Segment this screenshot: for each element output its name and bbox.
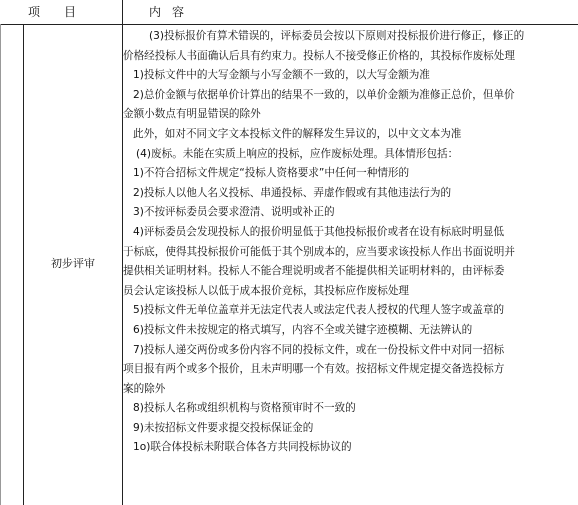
content-line: 此外，如对不同文字文本投标文件的解释发生异议的，以中文文本为准 bbox=[133, 127, 462, 140]
column-divider-header bbox=[122, 0, 123, 24]
content-line: 6)投标文件未按规定的格式填写，内容不全或关键字迹模糊、无法辨认的 bbox=[133, 323, 473, 336]
content-line: 8)投标人名称或组织机构与资格预审时不一致的 bbox=[133, 402, 356, 415]
content-line: 1o)联合体投标未附联合体各方共同投标协议的 bbox=[133, 441, 352, 454]
content-line: 案的除外 bbox=[123, 382, 166, 395]
content-line: 项目报有两个或多个报价，且未声明哪一个有效。按招标文件规定提交备选投标方 bbox=[123, 363, 505, 376]
header-item-char-2: 目 bbox=[64, 5, 77, 19]
content-line: 员会认定该投标人以低于成本报价竞标，其投标应作废标处理 bbox=[123, 284, 410, 297]
content-line: 于标底，使得其投标报价可能低于其个别成本的，应当要求该投标人作出书面说明并 bbox=[123, 245, 515, 258]
content-line: 9)未按招标文件要求提交投标保证金的 bbox=[133, 421, 314, 434]
content-line: 5)投标文件无单位盖章并无法定代表人或法定代表人授权的代理人签字或盖章的 bbox=[133, 304, 505, 317]
content-line: 金额小数点有明显错误的除外 bbox=[123, 108, 261, 121]
table-header bbox=[0, 0, 578, 25]
content-line: 提供相关证明材料。投标人不能合理说明或者不能提供相关证明材料的，由评标委 bbox=[123, 265, 505, 278]
content-line: 1)投标文件中的大写金额与小写金额不一致的，以大写金额为准 bbox=[133, 69, 430, 82]
content-line: 2)投标人以他人名义投标、串通投标、弄虚作假或有其他违法行为的 bbox=[133, 186, 452, 199]
row-label-initial-review: 初步评审 bbox=[51, 257, 95, 270]
content-line: (3)投标报价有算术错误的，评标委员会按以下原则对投标报价进行修正，修正的 bbox=[149, 30, 525, 42]
header-item-column bbox=[0, 0, 122, 24]
content-line: 7)投标人递交两份或多份内容不同的投标文件，或在一份投标文件中对同一招标 bbox=[133, 343, 505, 356]
content-line: 3)不按评标委员会要求澄清、说明或补正的 bbox=[133, 206, 335, 219]
header-content-char-1: 内 bbox=[149, 5, 162, 19]
header-content-char-2: 容 bbox=[172, 5, 185, 19]
content-line: 2)总价金额与依据单价计算出的结果不一致的，以单价金额为准修正总价，但单价 bbox=[133, 88, 515, 101]
header-item-char-1: 项 bbox=[28, 5, 41, 19]
content-line: 价格经投标人书面确认后具有约束力。投标人不接受修正价格的，其投标作废标处理 bbox=[123, 49, 515, 62]
row-content bbox=[123, 27, 576, 458]
content-line: 4)评标委员会发现投标人的报价明显低于其他投标报价或者在设有标底时明显低 bbox=[133, 225, 505, 238]
content-line: 1)不符合招标文件规定“投标人资格要求”中任何一种情形的 bbox=[133, 167, 410, 180]
left-border-outer bbox=[0, 24, 1, 505]
content-line: (4)废标。未能在实质上响应的投标，应作废标处理。具体情形包括： bbox=[136, 147, 459, 160]
